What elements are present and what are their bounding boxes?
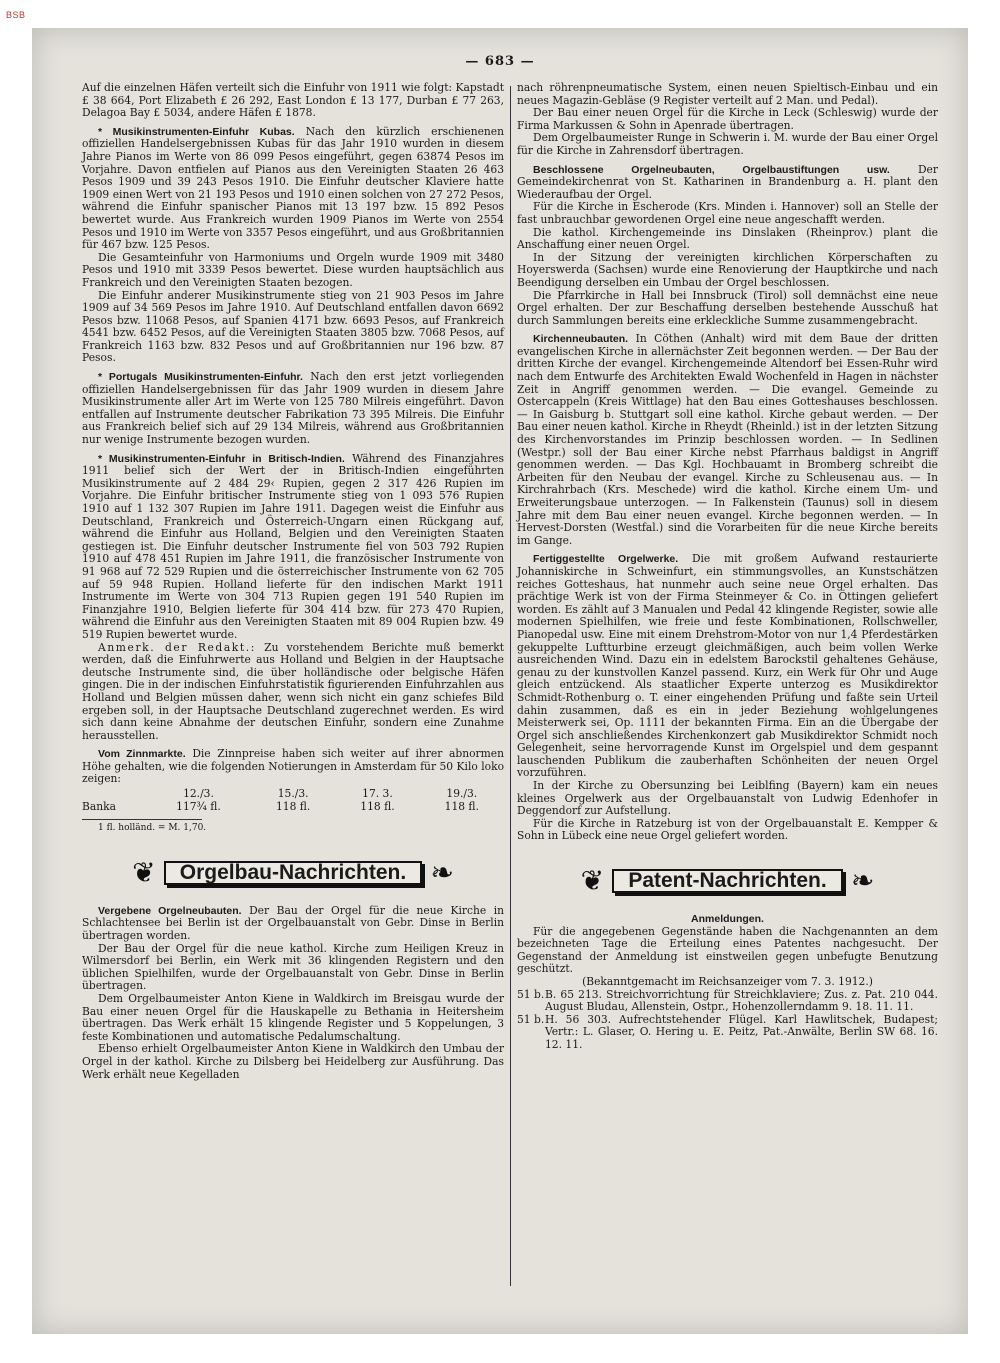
- paragraph: Die kathol. Kirchengemeinde ins Dinslaken (Rheinprov.) plant die Anschaffung einer neuen Orgel.: [517, 225, 938, 252]
- paragraph: In der Sitzung der vereinigten kirchlichen Körperschaften zu Hoyerswerda (Sachsen) wurde eine Renovierung der Hauptkirche und nach Beendigung derselben ein Umbau der Orgel beschlossen.: [517, 250, 938, 289]
- paragraph: Auf die einzelnen Häfen verteilt sich die Einfuhr von 1911 wie folgt: Kapstadt £ 38 664, Port Elizabeth £ 26 292, East London £ 13 177, Durban £ 77 263, Delagoa Bay £ 5034, andere Häfen £ 1878.: [82, 81, 504, 120]
- paragraph-text: Nach den kürzlich erschienenen offiziellen Handelsergebnissen Kubas für das Jahr 1910 wurden in diesem Jahre Pianos im Werte von 86 099 Pesos eingeführt, gegen 63874 Pesos im Vorjahre. Davon entfielen auf Pianos aus den Vereinigten Staaten 26 463 Pesos 1909 und 39 243 Pesos 1910. Die Einfuhr deutscher Klaviere hatte 1909 einen Wert von 21 193 Pesos und 1910 einen solchen von 27 272 Pesos, während die Einfuhr spanischer Pianos mit 13 197 bzw. 15 892 Pesos bewertet wurde. Aus Frankreich wurden 1909 Pianos im Werte von 2554 Pesos und 1910 im Werte von 3357 Pesos eingeführt, und aus Großbritannien für 467 bzw. 125 Pesos.: [82, 124, 504, 252]
- footnote: 1 fl. holländ. = M. 1,70.: [98, 823, 207, 834]
- column-divider: [510, 86, 511, 1286]
- paragraph: nach röhrenpneumatische System, einen neuen Spieltisch-Einbau und ein neues Magazin-Gebläse (9 Register verteilt auf 2 Man. und Pedal).: [517, 81, 938, 107]
- paragraph-text: Nach den erst jetzt vorliegenden offiziellen Handelsergebnissen für das Jahr 1909 wurden in diesem Jahre Musikinstrumente aller Art im Werte von 125 780 Milreis eingeführt. Davon entfallen auf Instrumente deutscher Fabrikation 73 395 Milreis. Die Einfuhr aus Frankreich belief sich auf 29 134 Milreis, während aus Großbritannien nur wenige Instrumente bezogen wurden.: [82, 370, 504, 447]
- article-fertiggestellte: [517, 553, 938, 780]
- paragraph: Die Pfarrkirche in Hall bei Innsbruck (Tirol) soll demnächst eine neue Orgel erhalten. Der zur Beschaffung derselben bestehende Ausschuß hat durch Sammlungen bereits eine erkleckliche Summe zusammengebracht.: [517, 288, 938, 327]
- article-portugal: [82, 371, 504, 447]
- price-cell: 118 fl.: [444, 799, 479, 813]
- patent-entry: [517, 1014, 938, 1052]
- newspaper-page: [32, 28, 968, 1334]
- price-cell: 118 fl.: [360, 799, 395, 813]
- paragraph: Für die Kirche in Ratzeburg ist von der Orgelbauanstalt E. Kempper & Sohn in Lübeck eine neue Orgel geliefert worden.: [517, 816, 938, 843]
- ornament-right-icon: ❧: [430, 855, 454, 889]
- patent-entry: [517, 989, 938, 1014]
- page-number: — 683 —: [465, 54, 535, 69]
- article-india: [82, 453, 504, 642]
- paragraph-text: Die Zinnpreise haben sich weiter auf ihrer abnormen Höhe gehalten, wie die folgenden Notierungen in Amsterdam für 50 Kilo loko zeigen:: [82, 747, 504, 786]
- paragraph-text: In Cöthen (Anhalt) wird mit dem Baue der dritten evangelischen Kirche in allernächster Zeit begonnen werden. — Der Bau der dritten Kirche der evangel. Kirchengemeinde Altendorf bei Essen-Ruhr wird nach dem Entwurfe des Architekten Ewald Wochenfeld in Hagen in nächster Zeit in Angriff genommen werden. — Die evangel. Gemeinde zu Ostercappeln (Kreis Wittlage) hat den Bau eines Gotteshauses beschlossen. — In Gaisburg b. Stuttgart soll eine kathol. Kirche gebaut werden. — Der Bau einer neuen kathol. Kirche in Rheydt (Rheinld.) ist in der letzten Sitzung des Kirchenvorstandes im Prinzip beschlossen worden. — In Sedlinen (Westpr.) soll der Bau einer Kirche nebst Pfarrhaus baldigst in Angriff genommen werden. — Das Kgl. Hochbauamt in Bromberg schreibt die Arbeiten für den Neubau der evangel. Kirche zu Schleusenau aus. — In Kirchrahrbach (Krs. Meschede) wird die kathol. Kirche einem Um- und Erweiterungsbaue unterzogen. — In Falkenstein (Taunus) soll in diesem Jahre mit dem Bau einer neuen evangel. Kirche begonnen werden. — In Hervest-Dorsten (Westfal.) sind die Vorarbeiten für die neue Kirche bereits im Gange.: [517, 332, 938, 547]
- article-zinn: [82, 748, 504, 786]
- paragraph-text: Zu vorstehendem Berichte muß bemerkt werden, daß die Einfuhrwerte aus Holland und Belgien in der Hauptsache deutsche Instrumente sind, die über holländische oder belgische Häfen gingen. Die in der indischen Einfuhrstatistik figurierenden Einfuhrzahlen aus Holland und Belgien müssen daher, wenn sich nicht ein ganz schiefes Bild ergeben soll, in der Hauptsache Deutschland zugerechnet werden. Es wird sich dann keine Abnahme der deutschen Einfuhr, sondern eine Zunahme herausstellen.: [82, 640, 504, 742]
- article-kirchenneubauten: [517, 333, 938, 547]
- banner-title: Patent-Nachrichten.: [612, 869, 842, 894]
- date-cell: 17. 3.: [362, 787, 393, 801]
- table-row: [82, 801, 504, 814]
- paragraph: Dem Orgelbaumeister Anton Kiene in Waldkirch im Breisgau wurde der Bau einer neuen Orgel für die Hauskapelle zu Bethania in Heitersheim übertragen. Das Werk erhält 15 klingende Register und 5 Koppelungen, 3 feste Kombinationen und automatische Pedalumschaltung.: [82, 992, 504, 1043]
- section-heading: Beschlossene Orgelneubauten, Orgelbaustiftungen usw.: [533, 163, 890, 176]
- paragraph: Die Gesamteinfuhr von Harmoniums und Orgeln wurde 1909 mit 3480 Pesos und 1910 mit 3339 Pesos bewertet. Diese wurden hauptsächlich aus Frankreich und den Vereinigten Staaten bezogen.: [82, 250, 504, 289]
- price-table: [82, 788, 504, 813]
- paragraph: Für die Kirche in Escherode (Krs. Minden i. Hannover) soll an Stelle der fast unbrauchbar gewordenen Orgel eine neue angeschafft werden.: [517, 200, 938, 226]
- paragraph: In der Kirche zu Obersunzing bei Leiblfing (Bayern) kam ein neues kleines Orgelwerk aus der Orgelbauanstalt von Ludwig Edenhofer in Deggendorf zur Aufstellung.: [517, 779, 938, 818]
- ornament-left-icon: ❦: [132, 855, 156, 889]
- ornament-left-icon: ❦: [580, 863, 605, 897]
- date-cell: 12./3.: [183, 787, 214, 801]
- section-heading: * Musikinstrumenten-Einfuhr in Britisch-Indien.: [98, 452, 345, 465]
- patent-text: H. 56 303. Aufrechtstehender Flügel. Karl Hawlitschek, Budapest; Vertr.: L. Glaser, O. Hering u. E. Peitz, Pat.-Anwälte, Berlin SW 68. 16. 12. 11.: [545, 1012, 938, 1051]
- ornament-right-icon: ❧: [850, 863, 875, 897]
- library-stamp: BSB: [6, 10, 26, 20]
- paragraph-text: Der Bau der Orgel für die neue Kirche in Schlachtensee bei Berlin ist der Orgelbauanstalt von Gebr. Dinse in Berlin übertragen worden.: [82, 903, 504, 943]
- paragraph: Für die angegebenen Gegenstände haben die Nachgenannten an dem bezeichneten Tage die Erteilung eines Patentes nachgesucht. Der Gegenstand der Anmeldung ist einstweilen gegen unbefugte Benutzung geschützt.: [517, 924, 938, 976]
- footnote-rule: [82, 819, 202, 820]
- article-beschlossene: [517, 164, 938, 202]
- patent-class: 51 b.: [517, 987, 545, 1001]
- date-cell: 19./3.: [446, 787, 478, 801]
- section-heading: Vergebene Orgelneubauten.: [98, 904, 242, 917]
- section-heading: Fertiggestellte Orgelwerke.: [533, 553, 679, 566]
- paragraph-text: Die mit großem Aufwand restaurierte Johanniskirche in Schweinfurt, ein stimmungsvolles, an Kunstschätzen reiches Gotteshaus, hat nunmehr auch seine neue Orgel erhalten. Das prächtige Werk ist von der Firma Steinmeyer & Co. in Öttingen geliefert worden. Es zählt auf 3 Manualen und Pedal 42 klingende Register, sowie alle modernen Spielhilfen, wie freie und feste Kombinationen, Rollschweller, Pianopedal usw. Eine mit einem Drehstrom-Motor von nur 1,4 Pferdestärken gekuppelte Luftturbine erzeugt gleichmäßigen, auch beim vollen Werke ausreichenden Wind. Dazu ein in edelstem Barockstil gehaltenes Gehäuse, genau zu der kunstvollen Kanzel passend. Kurz, ein Werk für Ohr und Auge gleich entzückend. Als staatlicher Experte unterzog es Musikdirektor Schmidt-Rothenburg o. T. einer eingehenden Prüfung und faßte sein Urteil dahin zusammen, daß es ein in jeder Beziehung wohlgelungenes Meisterwerk sei, Op. 1111 der bekannten Firma. Ein an die Übergabe der Orgel sich anschließendes Kirchenkonzert gab Musikdirektor Schmidt noch Gelegenheit, seine hervorragende Kunst im Orgelspiel und dem gespannt lauschenden Publikum die zauberhaften Schönheiten der neuen Orgel vorzuführen.: [517, 552, 938, 780]
- paragraph-text: Während des Finanzjahres 1911 belief sich der Wert der in Britisch-Indien eingeführten Musikinstrumente auf 2 484 29‹ Rupien, gegen 2 317 426 Rupien im Vorjahre. Die Einfuhr britischer Instrumente stieg von 1 093 576 Rupien 1910 auf 1 132 307 Rupien im Jahre 1911. Dagegen weist die Einfuhr aus Deutschland, Frankreich und Österreich-Ungarn einen Rückgang auf, während die Einfuhr aus Holland, Belgien und den Vereinigten Staaten gestiegen ist. Die Einfuhr deutscher Instrumente fiel von 503 792 Rupien 1910 auf 478 451 Rupien im Jahre 1911, die französischer Instrumente von 91 968 auf 72 529 Rupien und die österreichischer Instrumente von 62 705 auf 59 948 Rupien. Holland lieferte für den indischen Markt 1911 Instrumente im Werte von 304 713 Rupien gegen 191 540 Rupien im Finanzjahre 1910, Belgien lieferte für 304 414 bzw. für 273 470 Rupien, während die Einfuhr aus den Vereinigten Staaten mit 89 004 Rupien bzw. 49 519 Rupien bewertet wurde.: [82, 451, 504, 641]
- section-heading: * Musikinstrumenten-Einfuhr Kubas.: [98, 125, 295, 138]
- banner-title: Orgelbau-Nachrichten.: [164, 861, 422, 886]
- article-kuba: [82, 126, 504, 252]
- paragraph: Die Einfuhr anderer Musikinstrumente stieg von 21 903 Pesos im Jahre 1909 auf 34 569 Pesos im Jahre 1910. Auf Deutschland entfallen davon 6692 Pesos bzw. 11068 Pesos, auf Spanien 4171 bzw. 6693 Pesos, auf Frankreich 4541 bzw. 6452 Pesos, auf die Vereinigten Staaten 3805 bzw. 7068 Pesos, auf Frankreich 1163 bzw. 832 Pesos und auf Großbritannien nur 196 bzw. 87 Pesos.: [82, 288, 504, 365]
- editor-note: [82, 642, 504, 743]
- orgelbau-banner: [82, 851, 504, 895]
- patent-class: 51 b.: [517, 1012, 545, 1026]
- row-label: Banka: [82, 799, 116, 813]
- patent-banner: [517, 859, 938, 903]
- subsection-heading: Anmeldungen.: [691, 913, 764, 926]
- right-column: [517, 82, 938, 1052]
- paragraph: Dem Orgelbaumeister Runge in Schwerin i. M. wurde der Bau einer Orgel für die Kirche in Zahrensdorf übertragen.: [517, 131, 938, 157]
- article-vergebene: [82, 905, 504, 943]
- patent-text: B. 65 213. Streichvorrichtung für Streichklaviere; Zus. z. Pat. 210 044. August Bludau, Allenstein, Ostpr., Hohenzollerndamm 9. 18. 11. 11.: [545, 987, 938, 1014]
- paragraph-text: Der Gemeindekirchenrat von St. Katharinen in Brandenburg a. H. plant den Wiederaufbau der Orgel.: [517, 162, 938, 201]
- paragraph: Der Bau einer neuen Orgel für die Kirche in Leck (Schleswig) wurde der Firma Markussen & Sohn in Apenrade übertragen.: [517, 106, 938, 132]
- paragraph: Der Bau der Orgel für die neue kathol. Kirche zum Heiligen Kreuz in Wilmersdorf bei Berlin, ein Werk mit 36 klingenden Registern und den üblichen Spielhilfen, wurde der Orgelbauanstalt von Gebr. Dinse in Berlin übertragen.: [82, 941, 504, 993]
- price-cell: 118 fl.: [275, 799, 311, 813]
- section-heading: * Portugals Musikinstrumenten-Einfuhr.: [98, 371, 303, 384]
- left-column: [82, 82, 504, 1081]
- announcement-line: (Bekanntgemacht im Reichsanzeiger vom 7. 3. 1912.): [582, 975, 873, 988]
- section-heading: Kirchenneubauten.: [533, 333, 629, 346]
- price-cell: 117¾ fl.: [176, 799, 221, 813]
- table-header-row: [82, 788, 504, 801]
- date-cell: 15./3.: [277, 787, 309, 801]
- paragraph: Ebenso erhielt Orgelbaumeister Anton Kiene in Waldkirch den Umbau der Orgel in der kathol. Kirche zu Dilsberg bei Heidelberg zur Ausführung. Das Werk erhält neue Kegelladen: [82, 1042, 504, 1081]
- section-heading: Vom Zinnmarkte.: [98, 748, 186, 761]
- note-label: Anmerk. der Redakt.:: [98, 640, 256, 654]
